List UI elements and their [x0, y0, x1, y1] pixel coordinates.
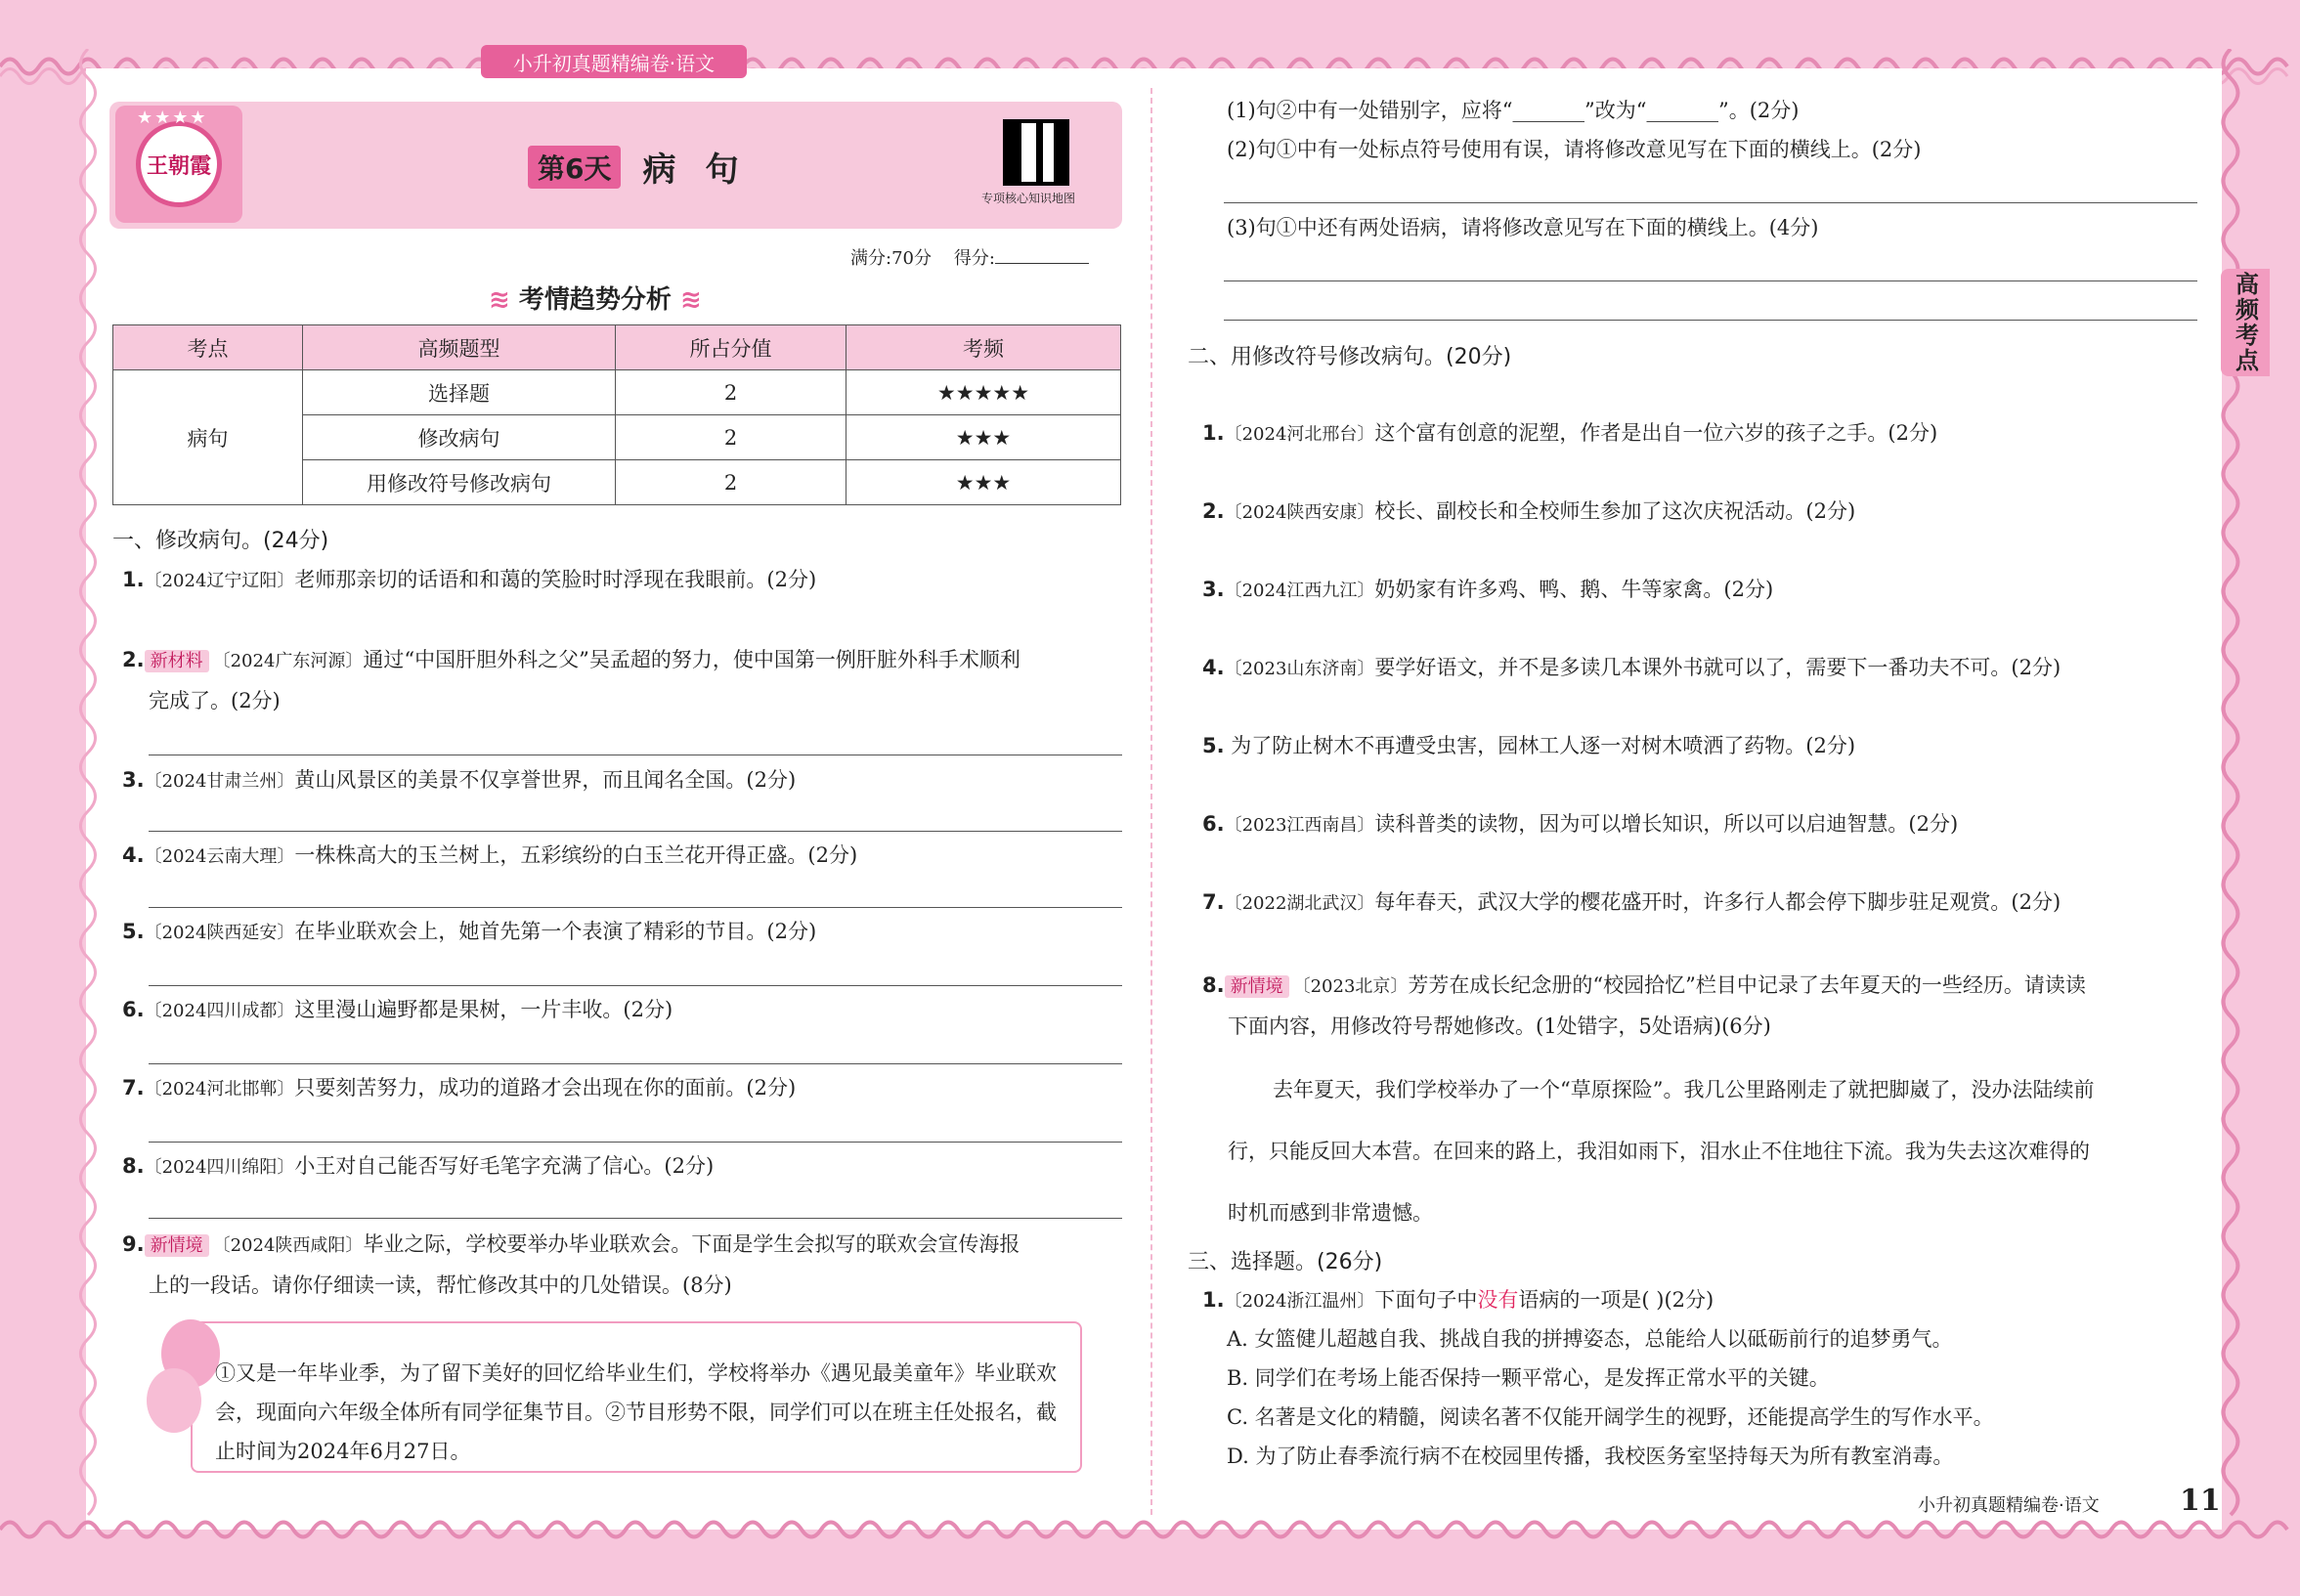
score-blank[interactable] [995, 263, 1089, 264]
question-r7: 7.〔2022湖北武汉〕每年春天，武汉大学的樱花盛开时，许多行人都会停下脚步驻足观赏。(2分) [1202, 890, 2061, 914]
question-l7: 7.〔2024河北邯郸〕只要刻苦努力，成功的道路才会出现在你的面前。(2分) [122, 1076, 797, 1100]
cell-score: 2 [616, 370, 846, 415]
th-topic: 考点 [113, 325, 303, 370]
question-l5: 5.〔2024陕西延安〕在毕业联欢会上，她首先第一个表演了精彩的节目。(2分) [122, 920, 817, 943]
th-type: 高频题型 [303, 325, 616, 370]
footer-title: 小升初真题精编卷·语文 [1918, 1495, 2100, 1516]
question-l6: 6.〔2024四川成都〕这里漫山遍野都是果树，一片丰收。(2分) [122, 998, 673, 1021]
question-mc1: 1.〔2024浙江温州〕下面句子中没有语病的一项是( )(2分) [1202, 1288, 1714, 1312]
question-r1: 1.〔2024河北邢台〕这个富有创意的泥塑，作者是出自一位六岁的孩子之手。(2分) [1202, 421, 1938, 445]
day-label: 第6天 [528, 146, 621, 189]
option-c[interactable]: C. 名著是文化的精髓，阅读名著不仅能开阔学生的视野，还能提高学生的写作水平。 [1227, 1405, 1994, 1429]
answer-line[interactable] [149, 1142, 1122, 1143]
section-2-title: 二、用修改符号修改病句。(20分) [1188, 345, 1512, 369]
cell-type: 选择题 [303, 370, 616, 415]
logo-text: 王朝霞 [136, 121, 222, 207]
header-tab: 小升初真题精编卷·语文 [481, 45, 747, 78]
logo-stars-icon: ★★★★ [137, 108, 208, 128]
passage-line-2: 行，只能反回大本营。在回来的路上，我泪如雨下，泪水止不住地往下流。我为失去这次难得的 [1228, 1140, 2090, 1163]
page-sheet [86, 68, 2222, 1530]
question-r4: 4.〔2023山东济南〕要学好语文，并不是多读几本课外书就可以了，需要下一番功夫不可。(2分) [1202, 656, 2061, 679]
page-number: 11 [2180, 1484, 2221, 1518]
answer-line[interactable] [149, 831, 1122, 832]
cell-topic: 病句 [113, 370, 303, 505]
question-r2: 2.〔2024陕西安康〕校长、副校长和全校师生参加了这次庆祝活动。(2分) [1202, 499, 1856, 523]
trend-table [112, 324, 1121, 505]
th-score: 所占分值 [616, 325, 846, 370]
question-r3: 3.〔2024江西九江〕奶奶家有许多鸡、鸭、鹅、牛等家禽。(2分) [1202, 578, 1774, 601]
question-l4: 4.〔2024云南大理〕一株株高大的玉兰树上，五彩缤纷的白玉兰花开得正盛。(2分) [122, 843, 858, 867]
left-wave-border [68, 49, 108, 1534]
answer-line[interactable] [149, 1218, 1122, 1219]
th-freq: 考频 [846, 325, 1121, 370]
question-l2-cont: 完成了。(2分) [149, 689, 281, 712]
question-l2: 2. 新材料 〔2024广东河源〕通过“中国肝胆外科之父”吴孟超的努力，使中国第一例肝脏外科手术顺利 [122, 648, 1020, 671]
passage-line-1: 去年夏天，我们学校举办了一个“草原探险”。我几公里路刚走了就把脚崴了，没办法陆续前 [1273, 1078, 2095, 1101]
question-l9-cont: 上的一段话。请你仔细读一读，帮忙修改其中的几处错误。(8分) [149, 1273, 732, 1297]
answer-line[interactable] [149, 1063, 1122, 1064]
topic-label: 病句 [642, 151, 768, 190]
cell-freq: ★★★★★ [846, 370, 1121, 415]
cell-freq: ★★★ [846, 415, 1121, 460]
question-l8: 8.〔2024四川绵阳〕小王对自己能否写好毛笔字充满了信心。(2分) [122, 1154, 715, 1178]
passage-line-3: 时机而感到非常遗憾。 [1228, 1201, 1433, 1225]
answer-line[interactable] [1224, 280, 2197, 281]
question-l3: 3.〔2024甘肃兰州〕黄山风景区的美景不仅享誉世界，而且闻名全国。(2分) [122, 768, 797, 792]
cell-freq: ★★★ [846, 460, 1121, 505]
wave-deco-icon: ≋ [489, 285, 510, 315]
day-title [528, 143, 767, 191]
table-row [113, 370, 1121, 415]
cell-score: 2 [616, 415, 846, 460]
option-b[interactable]: B. 同学们在考场上能否保持一颗平常心，是发挥正常水平的关键。 [1227, 1366, 1830, 1390]
qr-code-icon[interactable] [1003, 119, 1069, 186]
question-l1: 1.〔2024辽宁辽阳〕老师那亲切的话语和和蔼的笑脸时时浮现在我眼前。(2分) [122, 568, 817, 591]
question-l9: 9. 新情境 〔2024陕西咸阳〕毕业之际，学校要举办毕业联欢会。下面是学生会拟写的联欢会宣传海报 [122, 1232, 1020, 1256]
option-a[interactable]: A. 女篮健儿超越自我、挑战自我的拼搏姿态，总能给人以砥砺前行的追梦勇气。 [1227, 1327, 1953, 1351]
answer-line[interactable] [1224, 320, 2197, 321]
balloon-icon [147, 1368, 201, 1433]
qr-caption: 专项核心知识地图 [981, 192, 1076, 205]
wave-deco-icon: ≋ [679, 285, 702, 315]
full-score: 满分:70分 [850, 248, 932, 269]
cell-score: 2 [616, 460, 846, 505]
sub-question-1: (1)句②中有一处错别字，应将“_______”改为“_______”。(2分) [1227, 99, 1800, 122]
side-tab: 高频考点 [2221, 269, 2270, 376]
option-d[interactable]: D. 为了防止春季流行病不在校园里传播，我校医务室坚持每天为所有教室消毒。 [1227, 1445, 1954, 1468]
score-line [850, 244, 1089, 270]
cell-type: 修改病句 [303, 415, 616, 460]
answer-line[interactable] [149, 907, 1122, 908]
section-3-title: 三、选择题。(26分) [1188, 1250, 1383, 1274]
section-1-title: 一、修改病句。(24分) [112, 529, 329, 553]
trend-title-text: 考情趋势分析 [518, 285, 672, 315]
question-r5: 5. 为了防止树木不再遭受虫害，园林工人逐一对树木喷洒了药物。(2分) [1202, 734, 1856, 757]
answer-line[interactable] [149, 985, 1122, 986]
fold-divider [1150, 88, 1152, 1515]
question-r8: 8. 新情境 〔2023北京〕芳芳在成长纪念册的“校园拾忆”栏目中记录了去年夏天的一些经历。请读读 [1202, 973, 2086, 997]
answer-line[interactable] [1224, 202, 2197, 203]
sub-question-3: (3)句①中还有两处语病，请将修改意见写在下面的横线上。(4分) [1227, 216, 1819, 239]
question-r8-cont: 下面内容，用修改符号帮她修改。(1处错字，5处语病)(6分) [1228, 1014, 1771, 1038]
cell-type: 用修改符号修改病句 [303, 460, 616, 505]
sub-question-2: (2)句①中有一处标点符号使用有误，请将修改意见写在下面的横线上。(2分) [1227, 138, 1922, 161]
question-r6: 6.〔2023江西南昌〕读科普类的读物，因为可以增长知识，所以可以启迪智慧。(2分) [1202, 812, 1959, 836]
poster-notice-text: ①又是一年毕业季，为了留下美好的回忆给毕业生们，学校将举办《遇见最美童年》毕业联欢会，现面向六年级全体所有同学征集节目。②节目形势不限，同学们可以在班主任处报名，截止时间为2024年6月27日。 [215, 1361, 1057, 1463]
trend-title [489, 280, 702, 316]
score-got-label: 得分: [953, 248, 995, 269]
